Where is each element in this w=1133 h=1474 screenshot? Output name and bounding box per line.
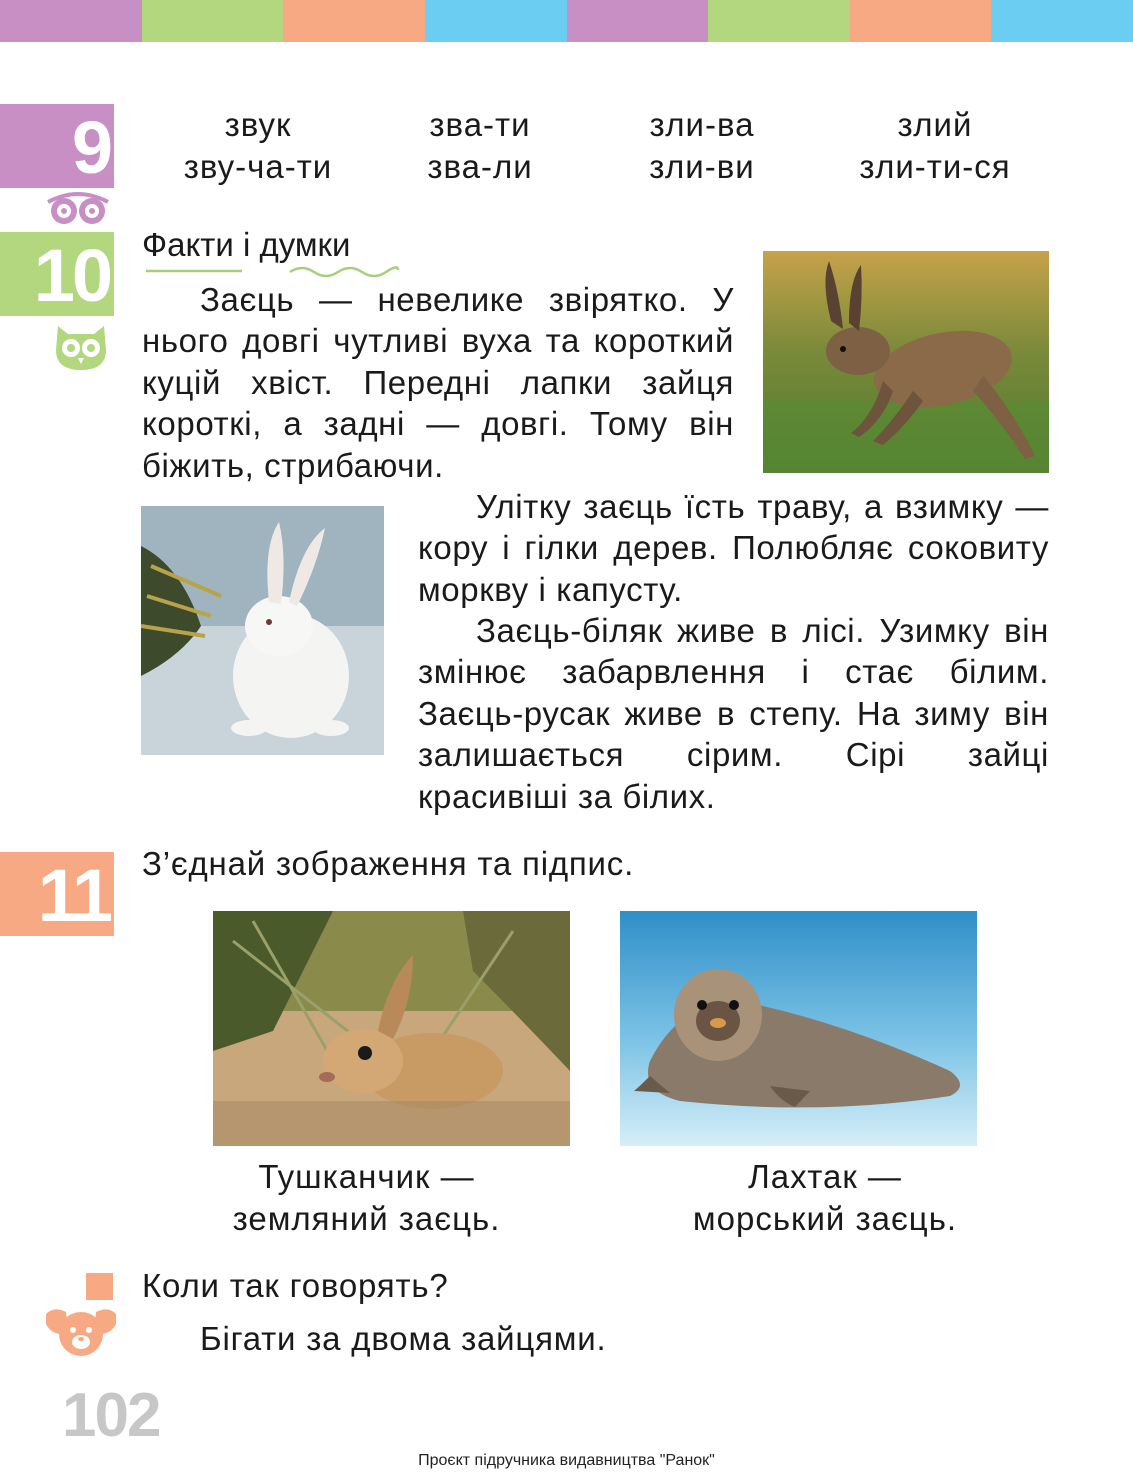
owl-icon [52, 320, 110, 372]
color-stripe [142, 0, 284, 42]
task-12-marker [86, 1273, 113, 1300]
running-hare-photo [763, 251, 1049, 473]
word: зли-ва [649, 106, 755, 143]
caption-line: морський заєць. [692, 1200, 958, 1237]
jerboa-caption[interactable] [213, 1156, 520, 1240]
caption-line: земляний заєць. [232, 1200, 501, 1237]
task-11-number: 11 [0, 852, 114, 936]
word: зва-ли [427, 148, 533, 185]
task-10-number: 10 [0, 232, 114, 316]
idiom-phrase: Бігати за двома зайцями. [200, 1320, 607, 1357]
footer-publisher: Проєкт підручника видавництва "Ранок" [418, 1452, 715, 1469]
paragraph-1 [142, 279, 734, 486]
dog-icon [44, 1304, 118, 1358]
color-stripe [850, 0, 992, 42]
title-separator: і [233, 226, 260, 263]
word-columns [140, 104, 1050, 188]
paragraph-3 [418, 610, 1049, 817]
word: зли-ви [649, 148, 755, 185]
word-column [584, 104, 820, 188]
word: зву-ча-ти [183, 148, 333, 185]
top-color-bar [0, 0, 1133, 42]
title-facts: Факти [142, 226, 234, 263]
paragraph-2-text: Улітку заєць їсть траву, а взимку — кору і гілки дерев. Полюбляє соковиту моркву і капусту. [418, 488, 1049, 608]
facts-and-thoughts-title [142, 226, 350, 264]
paragraph-2 [418, 486, 1049, 610]
color-stripe [708, 0, 850, 42]
word-column [140, 104, 376, 188]
task-9-number: 9 [0, 104, 114, 188]
task-11-instruction: З’єднай зображення та підпис. [142, 845, 635, 882]
page-number: 102 [62, 1381, 160, 1450]
paragraph-3-text: Заєць-біляк живе в лісі. Узимку він змінює забарвлення і стає білим. Заєць-русак живе в степу. На зиму він залишається сірим. Сірі зайці красивіші за білих. [418, 612, 1049, 815]
word: звук [224, 106, 292, 143]
title-thoughts: думки [259, 226, 351, 263]
white-hare-photo [141, 506, 384, 755]
color-stripe [567, 0, 709, 42]
word: злий [897, 106, 973, 143]
color-stripe [991, 0, 1133, 42]
color-stripe [283, 0, 425, 42]
color-stripe [0, 0, 142, 42]
color-stripe [425, 0, 567, 42]
idiom-question: Коли так говорять? [142, 1267, 449, 1304]
jerboa-photo[interactable] [213, 911, 570, 1146]
seal-photo[interactable] [620, 911, 977, 1146]
word: зва-ти [429, 106, 531, 143]
owl-glasses-icon [44, 188, 112, 228]
caption-line: Тушканчик — [258, 1158, 475, 1195]
word-column [820, 104, 1050, 188]
seal-caption[interactable] [650, 1156, 1000, 1240]
caption-line: Лахтак — [748, 1158, 902, 1195]
word-column [376, 104, 584, 188]
word: зли-ти-ся [859, 148, 1011, 185]
title-underline [142, 262, 402, 278]
paragraph-1-text: Заєць — невелике звірятко. У нього довгі чутливі вуха та короткий куцій хвіст. Передні лапки зайця короткі, а задні — довгі. Тому він біжить, стрибаючи. [142, 281, 734, 484]
